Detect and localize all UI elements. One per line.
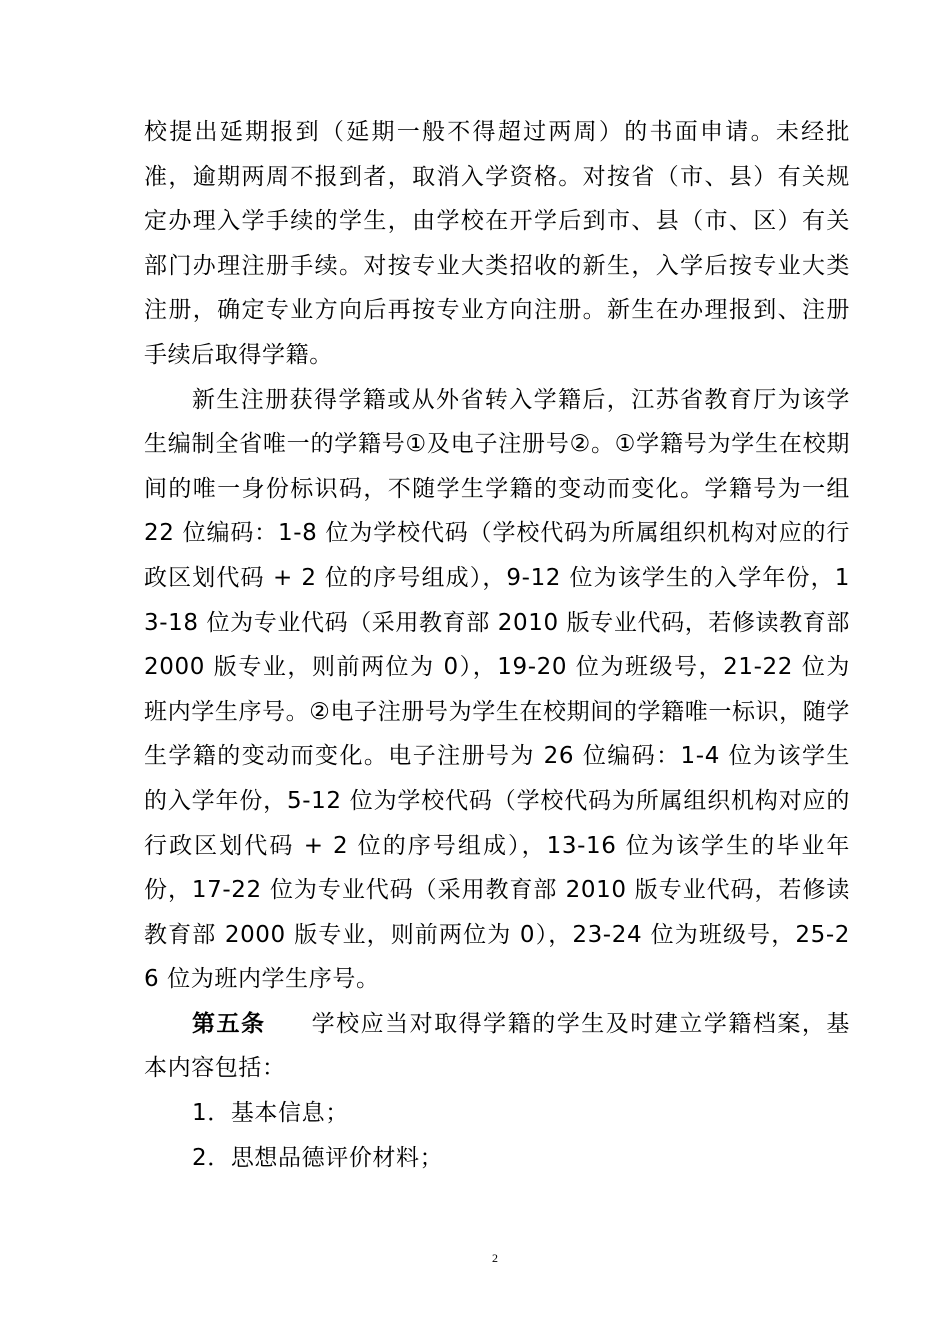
page-number: 2 [492,1251,498,1265]
list-item-moral-evaluation: 2．思想品德评价材料； [192,1144,444,1171]
page-content [144,110,850,1180]
article-title: 第五条 [192,1010,266,1037]
article-five [144,1002,850,1091]
list-item-basic-info: 1．基本信息； [192,1100,349,1127]
paragraph-continuation: 校提出延期报到（延期一般不得超过两周）的书面申请。未经批准，逾期两周不报到者，取消入学资格。对按省（市、县）有关规定办理入学手续的学生，由学校在开学后到市、县（市、区）有关部门办理注册手续。对按专业大类招收的新生，入学后按专业大类注册，确定专业方向后再按专业方向注册。新生在办理报到、注册手续后取得学籍。 [144,119,850,368]
article-text: 学校应当对取得学籍的学生及时建立学籍档案，基本内容包括： [144,1010,850,1082]
paragraph-registration-numbers: 新生注册获得学籍或从外省转入学籍后，江苏省教育厅为该学生编制全省唯一的学籍号①及电子注册号②。①学籍号为学生在校期间的唯一身份标识码，不随学生学籍的变动而变化。学籍号为一组 22 位编码：1-8 位为学校代码（学校代码为所属组织机构对应的行政区划代码 + 2 位的序号组成），9-12 位为该学生的入学年份，13-18 位为专业代码（采用教育部 2010 版专业代码，若修读教育部 2000 版专业，则前两位为 0），19-20 位为班级号，21-22 位为班内学生序号。②电子注册号为学生在校期间的学籍唯一标识，随学生学籍的变动而变化。电子注册号为 26 位编码：1-4 位为该学生的入学年份，5-12 位为学校代码（学校代码为所属组织机构对应的行政区划代码 + 2 位的序号组成），13-16 位为该学生的毕业年份，17-22 位为专业代码（采用教育部 2010 版专业代码，若修读教育部 2000 版专业，则前两位为 0），23-24 位为班级号，25-26 位为班内学生序号。 [144,386,850,993]
